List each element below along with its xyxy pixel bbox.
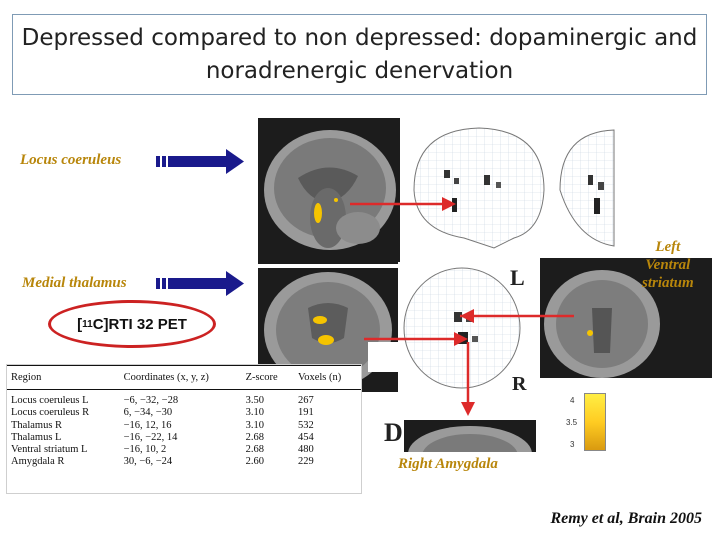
cell-voxels: 480 (297, 444, 314, 456)
amygdala-mri-image (404, 420, 536, 452)
colorbar-tick-3: 3 (570, 440, 575, 449)
header-z-score: Z-score (242, 366, 294, 390)
header-voxels: Voxels (n) (294, 366, 361, 390)
ventral-line-3: striatum (642, 275, 694, 291)
cell-region: Thalamus L (11, 431, 62, 443)
letter-r: R (512, 373, 527, 395)
ventral-line-1: Left (655, 239, 681, 255)
cell-voxels: 454 (297, 431, 314, 443)
cell-coordinates: −16, −22, 14 (123, 431, 178, 443)
pet-rest: C]RTI 32 PET (92, 315, 187, 333)
pet-superscript: 11 (82, 318, 93, 330)
cell-region: Ventral striatum L (11, 444, 88, 456)
cell-region: Locus coeruleus R (11, 407, 90, 419)
colorbar-tick-3-5: 3.5 (566, 418, 578, 427)
title-line-1: Depressed compared to non depressed: dopaminergic and (21, 24, 698, 51)
header-coordinates: Coordinates (x, y, z) (120, 366, 242, 390)
table-row (7, 407, 361, 419)
red-arrow-locus (348, 192, 460, 216)
cell-coordinates: −16, 12, 16 (123, 419, 172, 431)
glass-brain-coronal (556, 120, 618, 252)
ventral-line-2: Ventral (645, 257, 691, 273)
table-row (7, 456, 361, 468)
slide-title (12, 14, 707, 95)
cell-z-score: 2.68 (245, 444, 264, 456)
pet-tracer-label (48, 300, 216, 348)
table-row (7, 420, 361, 432)
cell-z-score: 2.68 (245, 431, 264, 443)
cell-voxels: 191 (297, 407, 314, 419)
colorbar (584, 393, 606, 451)
cell-region: Locus coeruleus L (11, 395, 89, 406)
red-arrow-ventral (456, 304, 576, 328)
letter-d: D (384, 418, 403, 447)
blue-arrow-thalamus (156, 270, 246, 300)
title-line-2: noradrenergic denervation (205, 57, 514, 84)
colorbar-tick-4: 4 (570, 396, 575, 405)
blue-arrow-locus (156, 148, 246, 178)
cell-coordinates: −6, −32, −28 (123, 395, 179, 406)
medial-thalamus-label: Medial thalamus (22, 275, 127, 291)
cell-voxels: 229 (297, 456, 314, 468)
letter-l: L (510, 265, 525, 290)
cell-voxels: 532 (297, 419, 314, 431)
right-amygdala-label: Right Amygdala (398, 456, 498, 472)
cell-region: Amygdala R (11, 456, 65, 468)
locus-coeruleus-label: Locus coeruleus (20, 152, 122, 168)
table-row (7, 444, 361, 456)
glass-brain-sagittal (404, 120, 552, 252)
cell-coordinates: 30, −6, −24 (123, 456, 173, 468)
header-region: Region (7, 366, 120, 390)
citation: Remy et al, Brain 2005 (550, 510, 702, 527)
table-row (7, 432, 361, 444)
cell-z-score: 3.10 (245, 419, 264, 431)
pet-prefix: [ (77, 315, 83, 333)
results-table (6, 364, 362, 494)
cell-coordinates: −16, 10, 2 (123, 444, 167, 456)
cell-voxels: 267 (297, 395, 314, 406)
cell-region: Thalamus R (11, 419, 63, 431)
table-row (7, 390, 361, 408)
left-ventral-striatum-label (642, 238, 694, 292)
cell-z-score: 3.50 (245, 395, 264, 406)
cell-z-score: 2.60 (245, 456, 264, 468)
cell-z-score: 3.10 (245, 407, 264, 419)
red-arrow-amygdala (456, 340, 480, 420)
sagittal-mri-image (258, 118, 400, 264)
cell-coordinates: 6, −34, −30 (123, 407, 173, 419)
table-header-row (7, 366, 361, 390)
